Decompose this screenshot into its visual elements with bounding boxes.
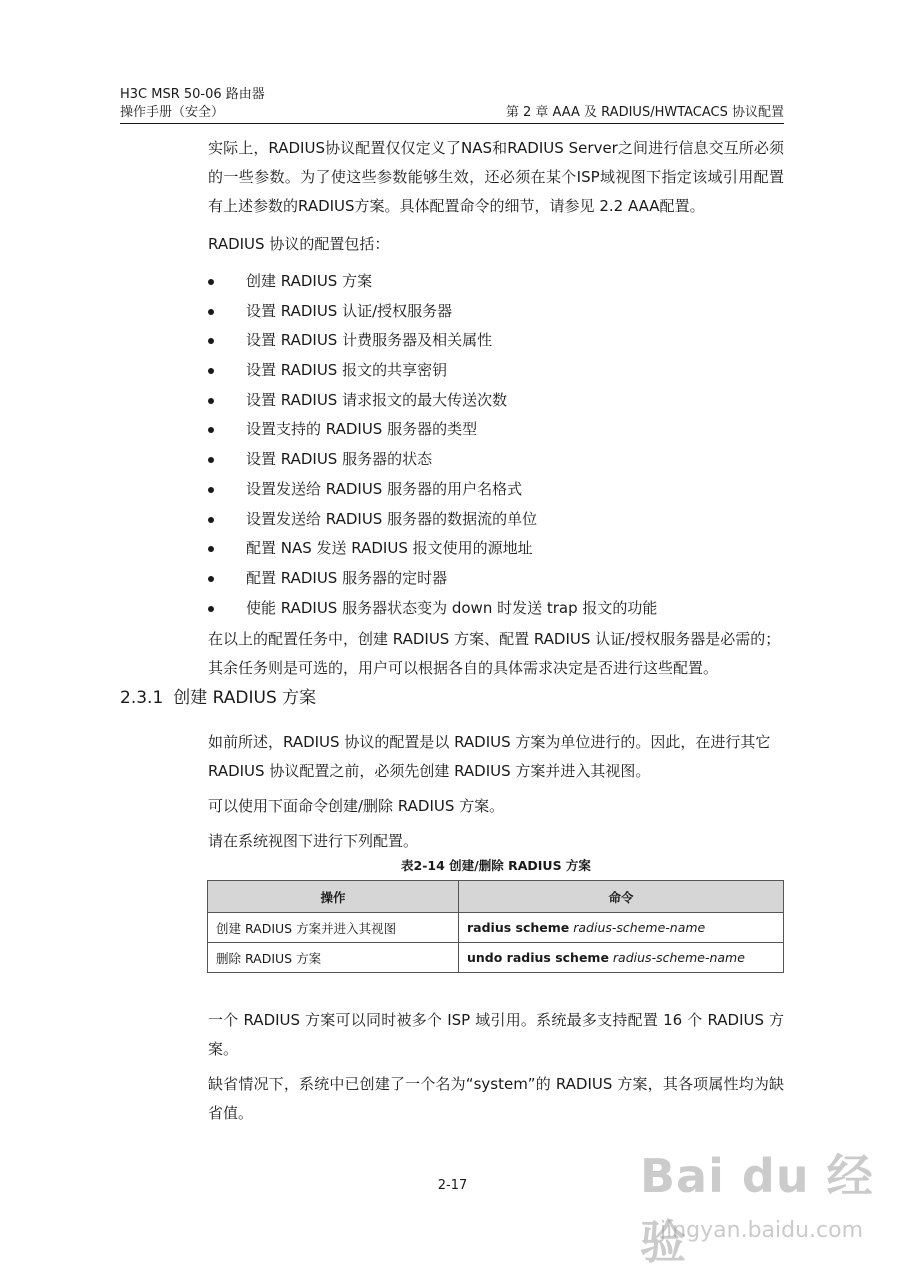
- bullet-icon: [208, 546, 214, 552]
- table-row: [208, 913, 784, 943]
- command-argument: radius-scheme-name: [612, 950, 745, 965]
- intro-summary: 在以上的配置任务中，创建 RADIUS 方案、配置 RADIUS 认证/授权服务器是必需的；其余任务则是可选的，用户可以根据各自的具体需求决定是否进行这些配置。: [208, 630, 781, 678]
- table-caption: 表2-14 创建/删除 RADIUS 方案: [401, 858, 591, 873]
- note-paragraph: 一个 RADIUS 方案可以同时被多个 ISP 域引用。系统最多支持配置 16 个 RADIUS 方案。: [208, 1011, 784, 1058]
- page-header: [120, 86, 784, 122]
- list-item-text: 设置 RADIUS 计费服务器及相关属性: [246, 331, 493, 350]
- intro-paragraph: 实际上，RADIUS协议配置仅仅定义了NAS和RADIUS Server之间进行信息交互所必须的一些参数。为了使这些参数能够生效，还必须在某个ISP域视图下指定该域引用配置有上述参数的RADIUS方案。具体配置命令的细节，请参见 2.2 AAA配置。: [208, 139, 784, 215]
- bullet-icon: [208, 606, 214, 612]
- section-number: 2.3.1: [120, 688, 164, 708]
- table-cell-command: [459, 943, 784, 973]
- notes-section: [208, 1006, 784, 1134]
- command-table: [207, 880, 784, 973]
- table-row: [208, 943, 784, 973]
- table-cell-command: [459, 913, 784, 943]
- config-task-list: [208, 267, 784, 623]
- list-item-text: 设置发送给 RADIUS 服务器的用户名格式: [246, 479, 523, 498]
- bullet-icon: [208, 427, 214, 433]
- bullet-icon: [208, 576, 214, 582]
- list-item: [208, 534, 784, 564]
- list-item: [208, 505, 784, 535]
- bullet-icon: [208, 517, 214, 523]
- intro-section: [208, 134, 784, 683]
- header-divider: [120, 123, 784, 124]
- section-title: 创建 RADIUS 方案: [173, 688, 317, 708]
- list-item-text: 设置 RADIUS 服务器的状态: [246, 450, 433, 469]
- note-paragraph: 缺省情况下，系统中已创建了一个名为“system”的 RADIUS 方案，其各项属性均为缺省值。: [208, 1075, 784, 1122]
- list-item-text: 设置 RADIUS 认证/授权服务器: [246, 301, 453, 320]
- list-item-text: 设置 RADIUS 请求报文的最大传送次数: [246, 390, 508, 409]
- section-body: [208, 728, 784, 862]
- list-item: [208, 445, 784, 475]
- list-item: [208, 356, 784, 386]
- table-header-row: [208, 881, 784, 913]
- command-keyword: undo radius scheme: [467, 950, 609, 965]
- section-heading: [120, 685, 316, 711]
- table-cell-operation: 创建 RADIUS 方案并进入其视图: [208, 913, 459, 943]
- bullet-icon: [208, 309, 214, 315]
- bullet-icon: [208, 368, 214, 374]
- table-header-operation: 操作: [208, 881, 459, 913]
- section-paragraph: 可以使用下面命令创建/删除 RADIUS 方案。: [208, 797, 505, 815]
- command-keyword: radius scheme: [467, 920, 570, 935]
- list-item: [208, 594, 784, 624]
- watermark-logo: Bai du 经验: [640, 1149, 874, 1269]
- list-item: [208, 386, 784, 416]
- baidu-watermark: [640, 1140, 890, 1270]
- command-argument: radius-scheme-name: [573, 920, 706, 935]
- section-paragraph: 如前所述，RADIUS 协议的配置是以 RADIUS 方案为单位进行的。因此，在进行其它 RADIUS 协议配置之前，必须先创建 RADIUS 方案并进入其视图。: [208, 733, 771, 780]
- bullet-icon: [208, 338, 214, 344]
- list-item-text: 设置支持的 RADIUS 服务器的类型: [246, 420, 478, 439]
- list-item-text: 使能 RADIUS 服务器状态变为 down 时发送 trap 报文的功能: [246, 598, 658, 617]
- table-header-command: 命令: [459, 881, 784, 913]
- list-item: [208, 267, 784, 297]
- table-cell-operation: 删除 RADIUS 方案: [208, 943, 459, 973]
- bullet-icon: [208, 398, 214, 404]
- header-chapter: 第 2 章 AAA 及 RADIUS/HWTACACS 协议配置: [505, 105, 784, 120]
- bullet-icon: [208, 457, 214, 463]
- list-item: [208, 475, 784, 505]
- header-product: H3C MSR 50-06 路由器: [120, 87, 265, 102]
- list-item-text: 创建 RADIUS 方案: [246, 272, 373, 290]
- list-item-text: 配置 RADIUS 服务器的定时器: [246, 568, 448, 587]
- bullet-icon: [208, 279, 214, 285]
- list-item: [208, 564, 784, 594]
- list-item: [208, 297, 784, 327]
- list-item: [208, 326, 784, 356]
- list-item-text: 设置 RADIUS 报文的共享密钥: [246, 361, 448, 380]
- list-item-text: 配置 NAS 发送 RADIUS 报文使用的源地址: [246, 539, 533, 558]
- list-item-text: 设置发送给 RADIUS 服务器的数据流的单位: [246, 509, 538, 528]
- list-item: [208, 415, 784, 445]
- page-number: 2-17: [437, 1178, 468, 1193]
- watermark-url: jingyan.baidu.com: [660, 1218, 864, 1243]
- intro-lead: RADIUS 协议的配置包括：: [208, 235, 390, 253]
- bullet-icon: [208, 487, 214, 493]
- section-paragraph: 请在系统视图下进行下列配置。: [208, 832, 419, 850]
- header-manual: 操作手册（安全）: [120, 105, 225, 120]
